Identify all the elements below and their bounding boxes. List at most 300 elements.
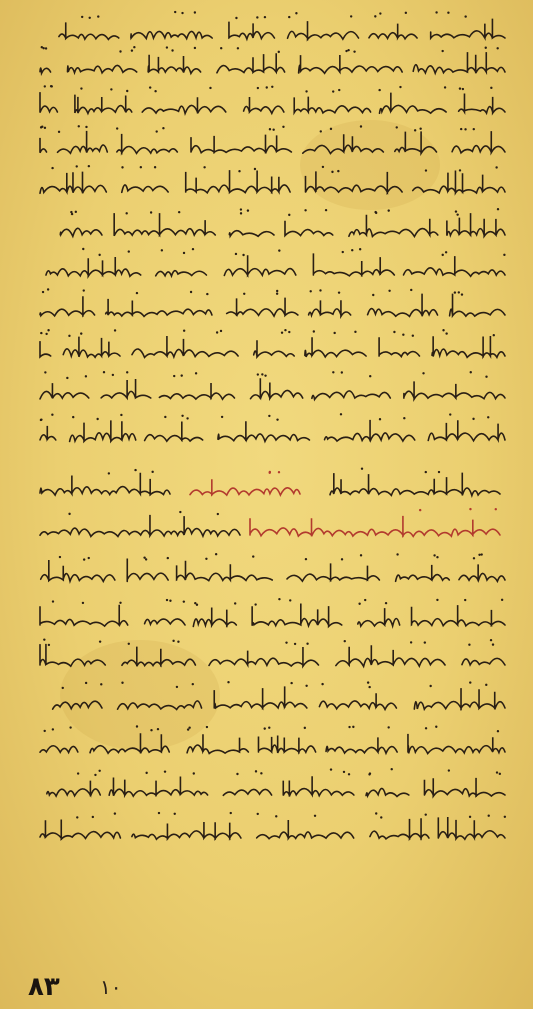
diacritic-dot <box>220 330 222 332</box>
script-word <box>229 231 274 237</box>
script-word <box>142 97 226 113</box>
script-word <box>379 337 419 356</box>
diacritic-dot <box>177 641 179 643</box>
diacritic-dot <box>47 329 49 331</box>
diacritic-dot <box>364 599 366 601</box>
script-line <box>41 553 505 581</box>
script-word <box>312 391 390 400</box>
diacritic-dot <box>48 644 50 646</box>
diacritic-dot <box>260 772 262 774</box>
diacritic-dot <box>81 16 83 18</box>
diacritic-dot <box>321 683 323 685</box>
diacritic-dot <box>62 687 64 689</box>
diacritic-dot <box>380 816 382 818</box>
diacritic-dot <box>98 770 100 772</box>
script-word <box>118 701 202 710</box>
diacritic-dot <box>150 211 152 213</box>
diacritic-dot <box>149 86 151 88</box>
script-line <box>40 288 505 316</box>
script-word <box>40 138 47 153</box>
diacritic-dot <box>217 513 219 515</box>
diacritic-dot <box>399 86 401 88</box>
diacritic-dot <box>266 86 268 88</box>
diacritic-dot <box>425 727 427 729</box>
script-word <box>40 92 57 112</box>
diacritic-dot <box>325 209 327 211</box>
diacritic-dot <box>69 726 71 728</box>
diacritic-dot <box>51 85 53 87</box>
diacritic-dot <box>348 726 350 728</box>
diacritic-dot <box>172 640 174 642</box>
script-word <box>177 561 273 581</box>
script-word <box>450 294 505 317</box>
diacritic-dot <box>68 335 70 337</box>
diacritic-dot <box>344 640 346 642</box>
diacritic-dot <box>410 641 412 643</box>
diacritic-dot <box>119 602 121 604</box>
diacritic-dot <box>269 128 271 130</box>
diacritic-dot <box>340 413 342 415</box>
script-word <box>63 337 120 358</box>
diacritic-dot <box>236 773 238 775</box>
diacritic-dot <box>183 329 185 331</box>
script-word <box>53 701 102 709</box>
diacritic-dot <box>257 813 259 815</box>
diacritic-dot <box>136 725 138 727</box>
diacritic-dot <box>209 87 211 89</box>
diacritic-dot <box>97 15 99 17</box>
diacritic-dot <box>125 212 127 214</box>
diacritic-dot <box>145 772 147 774</box>
diacritic-dot <box>472 418 474 420</box>
diacritic-dot <box>235 17 237 19</box>
diacritic-dot <box>181 12 183 14</box>
diacritic-dot <box>194 11 196 13</box>
marginal-mark: ۱۰ <box>100 975 122 999</box>
diacritic-dot <box>221 416 223 418</box>
diacritic-dot <box>108 472 110 474</box>
diacritic-dot <box>151 471 153 473</box>
diacritic-dot <box>375 812 377 814</box>
diacritic-dot <box>42 291 44 293</box>
diacritic-dot <box>396 553 398 555</box>
diacritic-dot <box>89 17 91 19</box>
script-word <box>438 817 505 839</box>
diacritic-dot <box>269 471 271 473</box>
diacritic-dot <box>190 291 192 293</box>
diacritic-dot <box>332 90 334 92</box>
diacritic-dot <box>272 129 274 131</box>
diacritic-dot <box>166 46 168 48</box>
diacritic-dot <box>422 372 424 374</box>
script-word <box>313 253 394 276</box>
script-word <box>132 336 238 357</box>
diacritic-dot <box>485 376 487 378</box>
diacritic-dot <box>288 214 290 216</box>
script-line <box>40 812 506 839</box>
diacritic-dot <box>254 168 256 170</box>
script-word <box>424 778 505 796</box>
diacritic-dot <box>92 816 94 818</box>
diacritic-dot <box>44 127 46 129</box>
diacritic-dot <box>174 813 176 815</box>
diacritic-dot <box>42 47 44 49</box>
diacritic-dot <box>503 254 505 256</box>
diacritic-dot <box>276 418 278 420</box>
diacritic-dot <box>281 332 283 334</box>
script-word <box>218 421 309 441</box>
diacritic-dot <box>45 333 47 335</box>
diacritic-dot <box>264 374 266 376</box>
diacritic-dot <box>361 467 363 469</box>
diacritic-dot <box>179 511 181 513</box>
diacritic-dot <box>71 213 73 215</box>
script-word <box>325 420 415 442</box>
diacritic-dot <box>405 12 407 14</box>
diacritic-dot <box>374 211 376 213</box>
script-line <box>40 165 505 193</box>
diacritic-dot <box>354 331 356 333</box>
script-word <box>106 299 212 316</box>
diacritic-dot <box>178 211 180 213</box>
diacritic-dot <box>425 169 427 171</box>
diacritic-dot <box>345 50 347 52</box>
diacritic-dot <box>45 47 47 49</box>
diacritic-dot <box>162 127 164 129</box>
diacritic-dot <box>119 50 121 52</box>
script-word <box>413 170 505 192</box>
diacritic-dot <box>261 373 263 375</box>
diacritic-dot <box>82 248 84 250</box>
diacritic-dot <box>276 290 278 292</box>
script-word <box>145 422 203 442</box>
script-word <box>330 473 500 496</box>
diacritic-dot <box>310 290 312 292</box>
script-word <box>59 22 119 39</box>
script-line <box>53 681 505 709</box>
script-word <box>336 645 445 666</box>
diacritic-dot <box>435 726 437 728</box>
diacritic-dot <box>341 371 343 373</box>
script-word <box>156 271 207 276</box>
diacritic-dot <box>492 643 494 645</box>
diacritic-dot <box>68 513 70 515</box>
diacritic-dot <box>448 769 450 771</box>
diacritic-dot <box>205 558 207 560</box>
page-number: ٨٣ <box>28 972 60 1002</box>
diacritic-dot <box>490 639 492 641</box>
diacritic-dot <box>504 816 506 818</box>
script-line <box>40 329 505 357</box>
diacritic-dot <box>254 603 256 605</box>
diacritic-dot <box>388 290 390 292</box>
diacritic-dot <box>459 169 461 171</box>
diacritic-dot <box>192 248 194 250</box>
diacritic-dot <box>98 254 100 256</box>
diacritic-dot <box>320 130 322 132</box>
diacritic-dot <box>85 682 87 684</box>
diacritic-dot <box>75 211 77 213</box>
diacritic-dot <box>284 329 286 331</box>
diacritic-dot <box>402 334 404 336</box>
script-word <box>305 171 402 192</box>
script-word <box>114 213 215 236</box>
script-word <box>209 647 318 666</box>
diacritic-dot <box>242 254 244 256</box>
diacritic-dot <box>485 47 487 49</box>
script-word <box>283 776 354 796</box>
diacritic-dot <box>252 555 254 557</box>
script-word <box>414 688 505 709</box>
diacritic-dot <box>59 556 61 558</box>
script-word <box>369 24 417 39</box>
diacritic-dot <box>459 87 461 89</box>
script-line <box>40 598 505 627</box>
script-word <box>90 733 169 753</box>
script-word <box>252 604 342 627</box>
diacritic-dot <box>126 90 128 92</box>
script-line <box>40 46 505 73</box>
diacritic-dot <box>490 87 492 89</box>
diacritic-dot <box>120 414 122 416</box>
diacritic-dot <box>215 553 217 555</box>
script-word <box>223 789 271 795</box>
diacritic-dot <box>183 600 185 602</box>
diacritic-dot <box>158 812 160 814</box>
script-word <box>412 605 505 626</box>
diacritic-dot <box>183 252 185 254</box>
script-word <box>428 420 505 440</box>
diacritic-dot <box>99 640 101 642</box>
diacritic-dot <box>181 415 183 417</box>
script-word <box>303 134 384 153</box>
script-word <box>60 228 102 236</box>
diacritic-dot <box>94 774 96 776</box>
diacritic-dot <box>456 213 458 215</box>
diacritic-dot <box>76 816 78 818</box>
diacritic-dot <box>304 209 306 211</box>
diacritic-dot <box>268 415 270 417</box>
diacritic-dot <box>235 253 237 255</box>
diacritic-dot <box>461 293 463 295</box>
diacritic-dot <box>387 726 389 728</box>
diacritic-dot <box>41 126 43 128</box>
diacritic-dot <box>66 377 68 379</box>
script-word <box>459 564 505 581</box>
diacritic-dot <box>338 89 340 91</box>
diacritic-dot <box>161 249 163 251</box>
diacritic-dot <box>216 331 218 333</box>
diacritic-dot <box>499 773 501 775</box>
script-word <box>40 605 128 626</box>
diacritic-dot <box>295 12 297 14</box>
diacritic-dot <box>396 126 398 128</box>
diacritic-dot <box>445 332 447 334</box>
diacritic-dot <box>78 125 80 127</box>
diacritic-dot <box>495 508 497 510</box>
diacritic-dot <box>348 773 350 775</box>
diacritic-dot <box>495 166 497 168</box>
script-word <box>40 383 89 399</box>
diacritic-dot <box>83 558 85 560</box>
diacritic-dot <box>206 293 208 295</box>
diacritic-dot <box>445 251 447 253</box>
diacritic-dot <box>442 254 444 256</box>
diacritic-dot <box>478 554 480 556</box>
diacritic-dot <box>196 604 198 606</box>
diacritic-dot <box>268 727 270 729</box>
diacritic-dot <box>195 372 197 374</box>
diacritic-dot <box>497 208 499 210</box>
diacritic-dot <box>112 374 114 376</box>
diacritic-dot <box>435 11 437 13</box>
script-word <box>70 420 136 441</box>
diacritic-dot <box>128 643 130 645</box>
diacritic-dot <box>271 86 273 88</box>
script-word <box>46 257 141 276</box>
diacritic-dot <box>247 209 249 211</box>
script-word <box>40 341 51 357</box>
diacritic-dot <box>58 131 60 133</box>
diacritic-dot <box>350 15 352 17</box>
diacritic-dot <box>473 557 475 559</box>
script-word <box>370 818 429 839</box>
script-line <box>40 725 505 753</box>
script-line <box>47 768 505 796</box>
diacritic-dot <box>243 293 245 295</box>
script-word <box>122 185 168 192</box>
diacritic-dot <box>52 600 54 602</box>
diacritic-dot <box>230 812 232 814</box>
script-word <box>294 97 370 113</box>
script-word <box>413 52 505 73</box>
diacritic-dot <box>497 730 499 732</box>
diacritic-dot <box>414 129 416 131</box>
diacritic-dot <box>488 814 490 816</box>
diacritic-dot <box>121 166 123 168</box>
script-word <box>58 131 108 153</box>
diacritic-dot <box>154 90 156 92</box>
diacritic-dot <box>352 726 354 728</box>
script-line <box>40 508 500 537</box>
script-word <box>251 378 303 399</box>
diacritic-dot <box>116 127 118 129</box>
diacritic-dot <box>358 603 360 605</box>
script-word <box>75 95 132 114</box>
diacritic-dot <box>368 773 370 775</box>
diacritic-dot <box>126 371 128 373</box>
diacritic-dot <box>464 15 466 17</box>
diacritic-dot <box>51 167 53 169</box>
script-line <box>60 208 505 236</box>
diacritic-dot <box>136 292 138 294</box>
diacritic-dot <box>289 599 291 601</box>
diacritic-dot <box>351 249 353 251</box>
diacritic-dot <box>80 332 82 334</box>
diacritic-dot <box>47 288 49 290</box>
diacritic-dot <box>360 554 362 556</box>
diacritic-dot <box>133 46 135 48</box>
diacritic-dot <box>166 599 168 601</box>
diacritic-dot <box>367 681 369 683</box>
script-word <box>191 135 291 154</box>
diacritic-dot <box>464 128 466 130</box>
script-word <box>305 337 366 357</box>
script-word <box>40 819 120 839</box>
diacritic-dot <box>485 684 487 686</box>
diacritic-dot <box>188 727 190 729</box>
diacritic-dot <box>470 371 472 373</box>
script-line <box>40 85 505 113</box>
script-word <box>257 820 354 839</box>
diacritic-dot <box>360 125 362 127</box>
script-word <box>447 213 505 236</box>
diacritic-dot <box>187 728 189 730</box>
script-line <box>46 248 506 276</box>
diacritic-dot <box>43 638 45 640</box>
diacritic-dot <box>338 291 340 293</box>
diacritic-dot <box>433 554 435 556</box>
script-word <box>40 746 78 753</box>
script-word <box>193 607 236 626</box>
diacritic-dot <box>330 128 332 130</box>
script-word <box>229 22 274 39</box>
diacritic-dot <box>372 294 374 296</box>
diacritic-dot <box>52 728 54 730</box>
diacritic-dot <box>330 768 332 770</box>
diacritic-dot <box>464 599 466 601</box>
diacritic-dot <box>77 772 79 774</box>
diacritic-dot <box>313 330 315 332</box>
diacritic-dot <box>419 509 421 511</box>
diacritic-dot <box>278 249 280 251</box>
diacritic-dot <box>96 418 98 420</box>
script-word <box>131 31 212 38</box>
diacritic-dot <box>343 771 345 773</box>
diacritic-dot <box>454 291 456 293</box>
script-word <box>349 215 438 237</box>
diacritic-dot <box>237 47 239 49</box>
diacritic-dot <box>257 87 259 89</box>
diacritic-dot <box>114 812 116 814</box>
diacritic-dot <box>341 558 343 560</box>
diacritic-dot <box>80 87 82 89</box>
diacritic-dot <box>480 553 482 555</box>
diacritic-dot <box>234 602 236 604</box>
script-word <box>459 93 505 113</box>
diacritic-dot <box>429 685 431 687</box>
diacritic-dot <box>181 374 183 376</box>
script-line <box>40 413 505 441</box>
diacritic-dot <box>469 816 471 818</box>
script-word <box>380 93 447 114</box>
diacritic-dot <box>103 371 105 373</box>
diacritic-dot <box>285 641 287 643</box>
diacritic-dot <box>240 212 242 214</box>
script-word <box>395 131 437 153</box>
diacritic-dot <box>314 815 316 817</box>
diacritic-dot <box>444 86 446 88</box>
diacritic-dot <box>238 170 240 172</box>
diacritic-dot <box>322 166 324 168</box>
diacritic-dot <box>282 126 284 128</box>
script-word <box>40 473 170 495</box>
script-word <box>145 619 185 625</box>
script-word <box>358 608 400 626</box>
diacritic-dot <box>114 329 116 331</box>
script-line <box>40 467 500 495</box>
script-word <box>254 340 294 357</box>
